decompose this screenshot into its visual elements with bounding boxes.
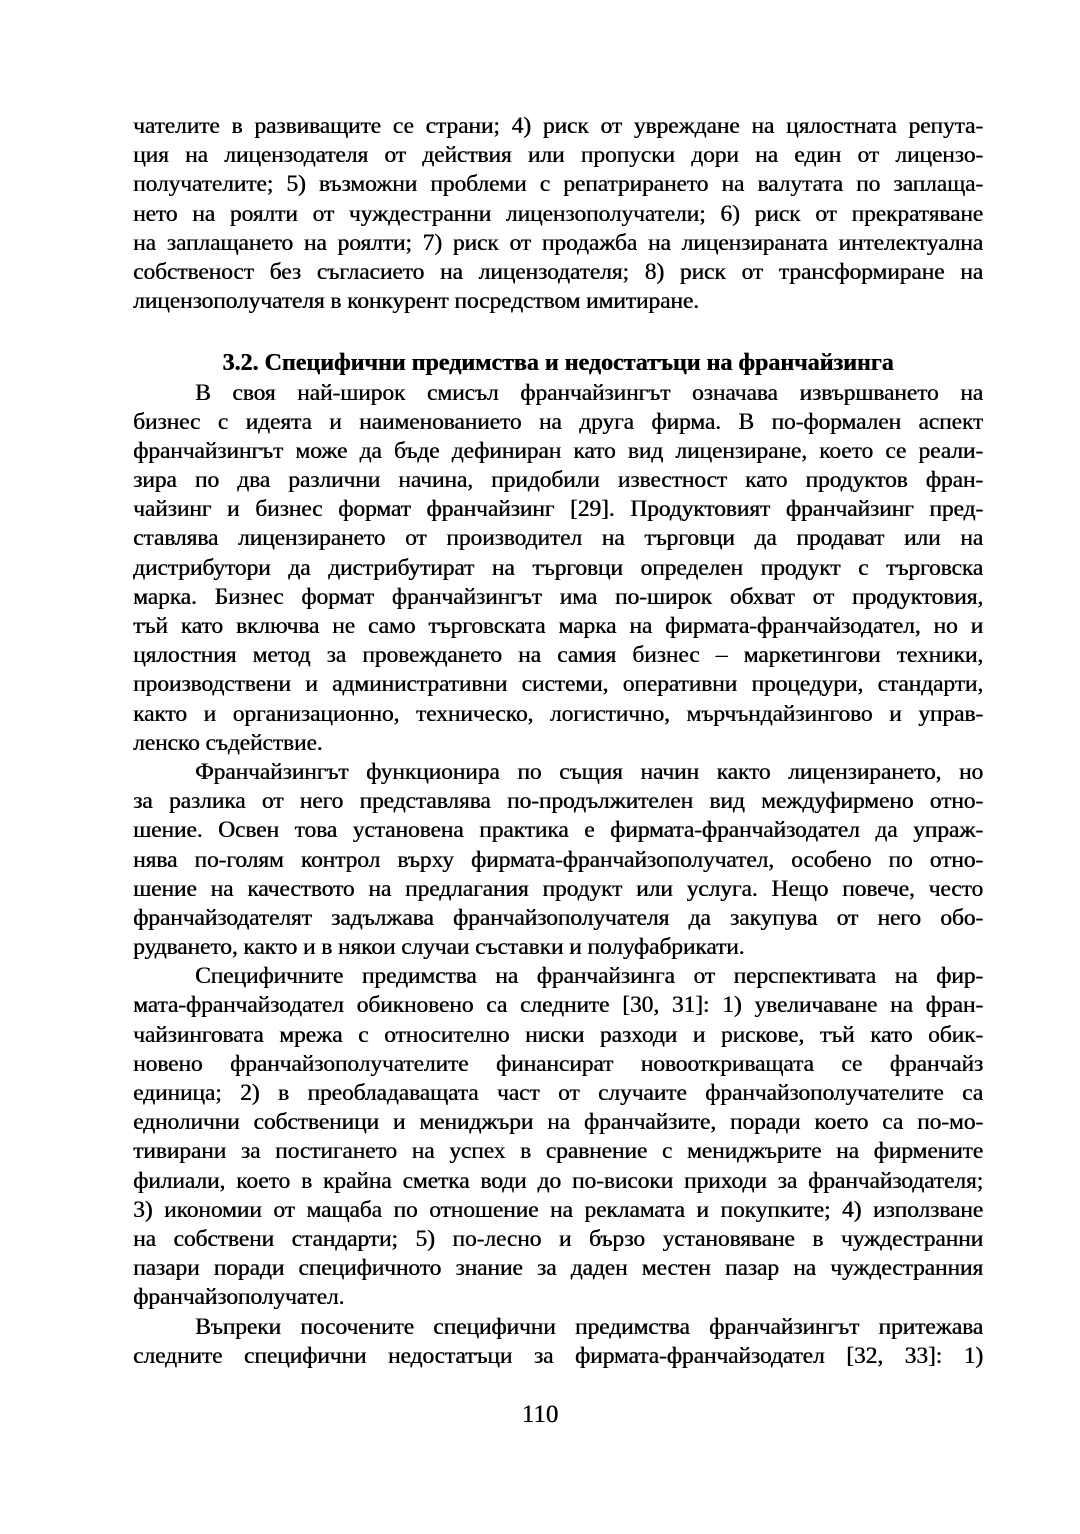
text-line: рудването, както и в някои случаи съставки и полуфабрикати. [133, 934, 745, 961]
text-line: тъй като включва не само търговската марка на фирмата-франчайзодател, но и [133, 613, 983, 639]
page-number: 110 [521, 1401, 559, 1428]
text-line: нява по-голям контрол върху фирмата-франчайзополучател, особено по отно- [133, 846, 983, 873]
text-line: цялостния метод за провеждането на самия бизнес – маркетингови техники, [133, 642, 983, 669]
text-line: зира по два различни начина, придобили известност като продуктов фран- [133, 467, 983, 494]
text-line: на заплащането на роялти; 7) риск от продажба на лицензираната интелектуална [133, 229, 983, 256]
text-line: тивирани за постигането на успех в сравнение с мениджърите на фирмените [133, 1138, 983, 1165]
text-line: шение на качеството на предлагания продукт или услуга. Нещо повече, често [133, 875, 983, 902]
text-line: производствени и административни системи, оперативни процедури, стандарти, [133, 671, 983, 698]
text-line: франчайзингът може да бъде дефиниран като вид лицензиране, което се реали- [133, 437, 983, 464]
text-line: 3) икономии от мащаба по отношение на рекламата и покупките; 4) използване [133, 1196, 983, 1223]
text-line: собственост без съгласието на лицензодателя; 8) риск от трансформиране на [133, 258, 983, 285]
text-line: чайзинг и бизнес формат франчайзинг [29]. Продуктовият франчайзинг пред- [133, 496, 983, 523]
text-line: франчайзополучател. [133, 1284, 345, 1311]
text-line: В своя най-широк смисъл франчайзингът означава извършването на [195, 379, 983, 406]
paragraph-specific-disadvantages-intro [133, 1313, 983, 1371]
paragraph-licensing-risks [133, 112, 983, 316]
text-line: еднолични собственици и мениджъри на франчайзите, поради което са по-мо- [133, 1109, 983, 1136]
text-line: чателите в развиващите се страни; 4) риск от увреждане на цялостната репута- [133, 113, 983, 139]
text-line: Въпреки посочените специфични предимства франчайзингът притежава [195, 1313, 983, 1340]
text-line: дистрибутори да дистрибутират на търговци определен продукт с търговска [133, 554, 983, 581]
text-line: бизнес с идеята и наименованието на друга фирма. В по-формален аспект [133, 408, 983, 435]
paragraph-specific-advantages [133, 962, 983, 1312]
paragraph-franchising-vs-licensing [133, 758, 983, 962]
page-text-block [133, 112, 983, 1371]
text-line: мата-франчайзодател обикновено са следните [30, 31]: 1) увеличаване на фран- [133, 992, 983, 1019]
paragraph-franchising-definition [133, 379, 983, 758]
text-line: единица; 2) в преобладаващата част от случаите франчайзополучателите са [133, 1080, 983, 1106]
section-heading: 3.2. Специфични предимства и недостатъци на франчайзинга [222, 350, 894, 377]
text-line: за разлика от него представлява по-продължителен вид междуфирмено отно- [133, 788, 983, 815]
text-line: новено франчайзополучателите финансират новооткриващата се франчайз [133, 1050, 983, 1077]
text-line: ленско съдействие. [133, 729, 323, 756]
text-line: филиали, което в крайна сметка води до по-високи приходи за франчайзодателя; [133, 1167, 983, 1194]
text-line: Франчайзингът функционира по същия начин както лицензирането, но [195, 758, 983, 785]
text-line: ция на лицензодателя от действия или пропуски дори на един от лицензо- [133, 142, 983, 169]
text-line: марка. Бизнес формат франчайзингът има по-широк обхват от продуктовия, [133, 583, 983, 610]
text-line: чайзинговата мрежа с относително ниски разходи и рискове, тъй като обик- [133, 1021, 983, 1048]
text-line: ставлява лицензирането от производител на търговци да продават или на [133, 525, 983, 552]
text-line: франчайзодателят задължава франчайзополучателя да закупува от него обо- [133, 904, 983, 931]
text-line: Специфичните предимства на франчайзинга от перспективата на фир- [195, 963, 983, 990]
text-line: нето на роялти от чуждестранни лицензополучатели; 6) риск от прекратяване [133, 200, 983, 227]
text-line: шение. Освен това установена практика е фирмата-франчайзодател да упраж- [133, 817, 983, 844]
text-line: лицензополучателя в конкурент посредством имитиране. [133, 288, 699, 315]
text-line: пазари поради специфичното знание за даден местен пазар на чуждестранния [133, 1255, 983, 1282]
text-line: получателите; 5) възможни проблеми с репатрирането на валутата по заплаща- [133, 171, 983, 198]
text-line: на собствени стандарти; 5) по-лесно и бързо установяване в чуждестранни [133, 1225, 983, 1252]
text-line: следните специфични недостатъци за фирмата-франчайзодател [32, 33]: 1) [133, 1342, 983, 1369]
text-line: както и организационно, техническо, логистично, мърчъндайзингово и управ- [133, 700, 983, 727]
